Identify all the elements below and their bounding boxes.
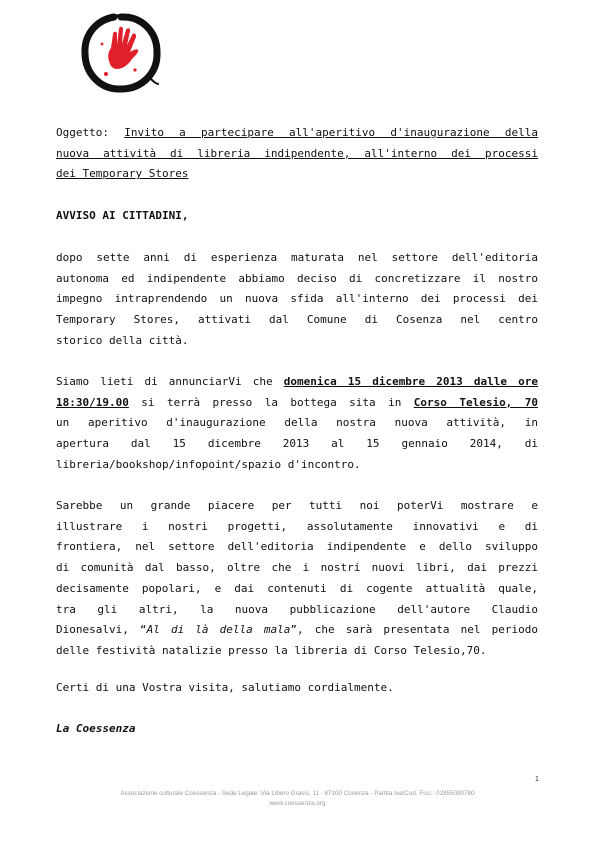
p3-line: decisamente popolari, e dai contenuti di cogente attualità quale, [56, 581, 538, 595]
event-time: 18:30/19.00 [56, 395, 129, 409]
coessenza-logo-icon [80, 12, 162, 94]
page-number: 1 [535, 776, 539, 783]
closing: Certi di una Vostra visita, salutiamo cordialmente. [56, 681, 394, 694]
p2-intro: Siamo lieti di annunciarVi che [56, 375, 284, 388]
paragraph-1 [56, 248, 538, 352]
signature: La Coessenza [56, 722, 136, 735]
paragraph-2 [56, 372, 538, 476]
p3-post: ”, che sarà presentata nel periodo [290, 623, 539, 637]
event-date: domenica 15 dicembre 2013 dalle ore [283, 375, 538, 388]
subject-text-3: dei Temporary Stores [56, 167, 189, 181]
subject-label: Oggetto: [56, 126, 109, 139]
footer-website: www.coessenza.org [269, 800, 326, 807]
p2-line-2 [56, 393, 538, 414]
footer [0, 789, 595, 809]
p1-line: Temporary Stores, attivati dal Comune di Cosenza nel centro [56, 313, 538, 327]
p2-mid: si terrà presso la bottega sita in [128, 395, 414, 409]
p2-line-5: libreria/bookshop/infopoint/spazio d'incontro. [56, 457, 361, 471]
paragraph-3 [56, 496, 538, 662]
heading: AVVISO AI CITTADINI, [56, 209, 189, 222]
p3-line-8: delle festività natalizie presso la libreria di Corso Telesio,70. [56, 643, 487, 657]
footer-address: Associazione culturale Coessenza - Sede Legale: Via Libero Grassi, 11 - 87100 Cosenza - Partita Iva/Cod. Fisc.: 02855080780 [120, 790, 475, 797]
p3-line: frontiera, nel settore dell'editoria indipendente e dello sviluppo [56, 540, 538, 554]
p1-line: storico della città. [56, 333, 189, 347]
p2-line-3: un aperitivo d'inaugurazione della nostra nuova attività, in [56, 416, 538, 430]
subject-text-2: nuova attività di libreria indipendente, all'interno dei processi [56, 146, 538, 160]
p2-line-4: apertura dal 15 dicembre 2013 al 15 gennaio 2014, di [56, 437, 538, 451]
p3-line: di comunità dal basso, oltre che i nostri nuovi libri, dai prezzi [56, 561, 538, 575]
p1-line: impegno intraprendendo un nuova sfida all'interno dei processi dei [56, 292, 538, 306]
event-address: Corso Telesio, 70 [413, 395, 538, 409]
p1-line: autonoma ed indipendente abbiamo deciso di concretizzare il nostro [56, 271, 538, 285]
book-title: Al di là della mala [146, 623, 291, 637]
p2-line-1 [56, 372, 538, 393]
p3-line: Sarebbe un grande piacere per tutti noi poterVi mostrare e [56, 499, 538, 512]
p3-line: illustrare i nostri progetti, assolutamente innovativi e di [56, 519, 538, 533]
p1-line: dopo sette anni di esperienza maturata nel settore dell'editoria [56, 251, 538, 264]
subject-text-1: Invito a partecipare all'aperitivo d'inaugurazione della [124, 126, 538, 139]
subject-line-1 [56, 123, 538, 144]
p3-line-7 [56, 620, 538, 641]
subject-block [56, 123, 538, 185]
p3-pre: Dionesalvi, “ [56, 623, 147, 637]
p3-line: tra gli altri, la nuova pubblicazione dell'autore Claudio [56, 602, 538, 616]
